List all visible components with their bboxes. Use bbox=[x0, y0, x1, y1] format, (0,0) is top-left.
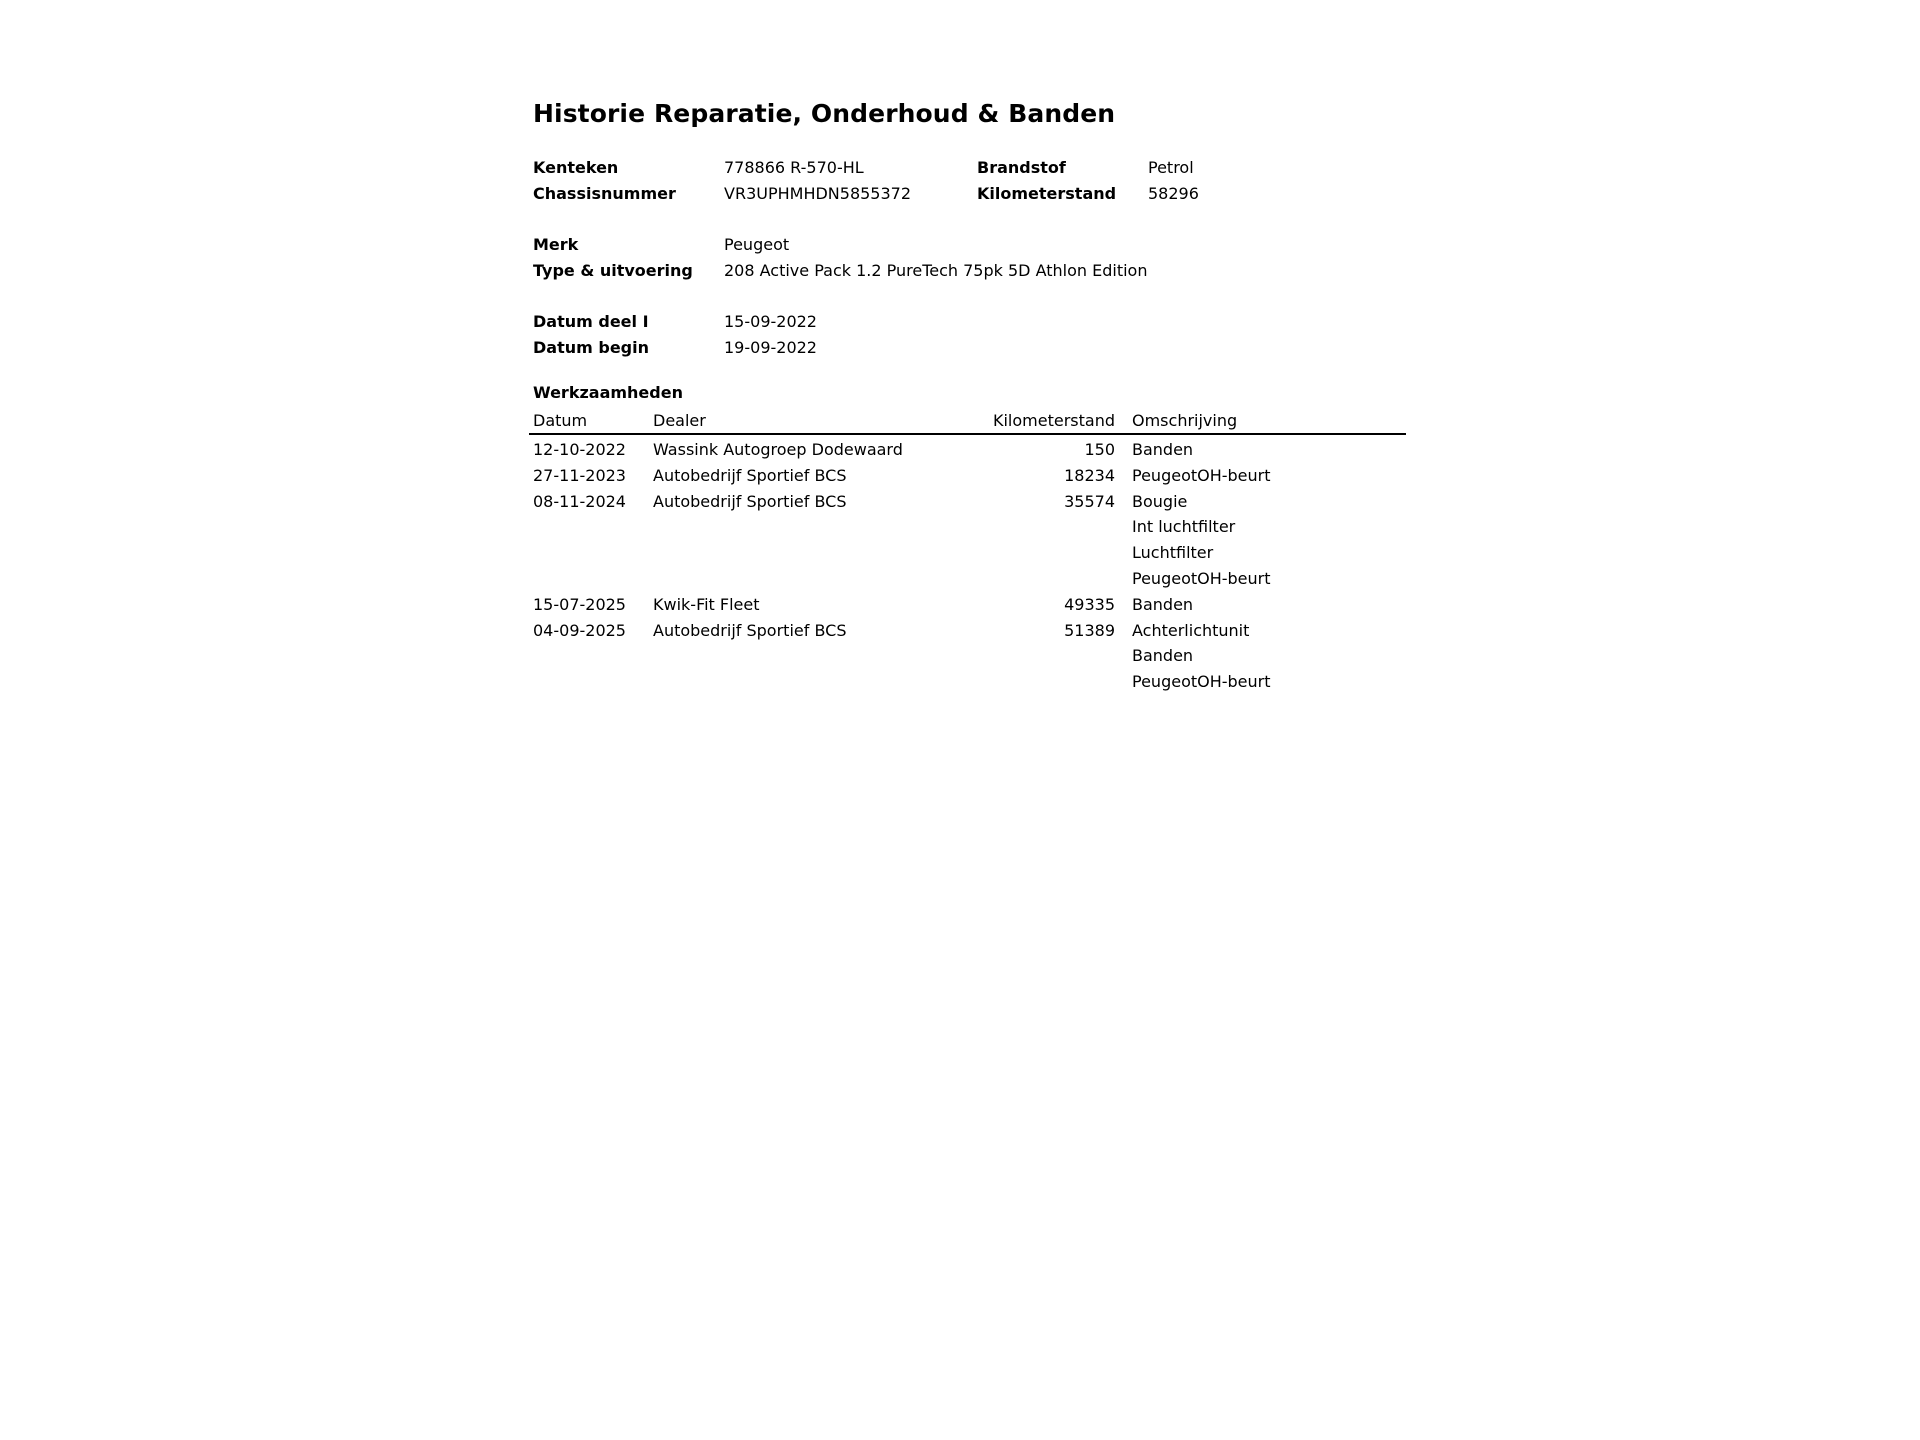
chassis-value: VR3UPHMHDN5855372 bbox=[724, 184, 912, 203]
kilometerstand-value: 58296 bbox=[1148, 184, 1199, 203]
row-dealer: Autobedrijf Sportief BCS bbox=[653, 491, 847, 511]
table-row bbox=[529, 463, 1406, 489]
info-row-datum-begin bbox=[533, 335, 1413, 361]
row-date: 15-07-2025 bbox=[533, 594, 626, 614]
info-row-kenteken bbox=[533, 155, 1413, 181]
brandstof-label: Brandstof bbox=[977, 158, 1066, 177]
row-km: 18234 bbox=[1064, 465, 1115, 485]
row-desc: Banden bbox=[1132, 594, 1194, 614]
row-desc: Banden bbox=[1132, 646, 1194, 666]
row-desc: PeugeotOH-beurt bbox=[1132, 672, 1271, 692]
row-desc: Luchtfilter bbox=[1132, 543, 1214, 563]
table-row bbox=[529, 643, 1406, 669]
type-label: Type & uitvoering bbox=[533, 261, 693, 280]
row-date: 27-11-2023 bbox=[533, 465, 626, 485]
row-desc: Bougie bbox=[1132, 491, 1188, 511]
datum-begin-value: 19-09-2022 bbox=[724, 338, 817, 357]
table-row bbox=[529, 514, 1406, 540]
row-desc: PeugeotOH-beurt bbox=[1132, 568, 1271, 588]
table-header bbox=[529, 410, 1406, 435]
chassis-label: Chassisnummer bbox=[533, 184, 676, 203]
table-row bbox=[529, 566, 1406, 592]
row-desc: Banden bbox=[1132, 440, 1194, 459]
header-km: Kilometerstand bbox=[992, 411, 1115, 430]
table-body bbox=[529, 435, 1406, 695]
row-date: 08-11-2024 bbox=[533, 491, 626, 511]
row-dealer: Wassink Autogroep Dodewaard bbox=[653, 440, 903, 459]
datum-begin-label: Datum begin bbox=[533, 338, 649, 357]
header-desc: Omschrijving bbox=[1132, 411, 1238, 430]
table-row bbox=[529, 592, 1406, 618]
row-dealer: Autobedrijf Sportief BCS bbox=[653, 465, 847, 485]
page-title: Historie Reparatie, Onderhoud & Banden bbox=[533, 99, 1116, 128]
table-row bbox=[529, 437, 1406, 463]
datum-deel-label: Datum deel I bbox=[533, 312, 649, 331]
kenteken-value: 778866 R-570-HL bbox=[724, 158, 864, 177]
table-row bbox=[529, 540, 1406, 566]
row-desc: Int luchtfilter bbox=[1132, 517, 1236, 537]
row-km: 49335 bbox=[1064, 594, 1115, 614]
row-dealer: Autobedrijf Sportief BCS bbox=[653, 620, 847, 640]
row-date: 12-10-2022 bbox=[533, 440, 626, 459]
section-title-werkzaamheden: Werkzaamheden bbox=[533, 383, 683, 402]
type-value: 208 Active Pack 1.2 PureTech 75pk 5D Athlon Edition bbox=[724, 261, 1148, 280]
info-row-type bbox=[533, 258, 1413, 284]
row-km: 51389 bbox=[1064, 620, 1115, 640]
header-dealer: Dealer bbox=[653, 411, 706, 430]
document bbox=[533, 96, 1413, 695]
header-date: Datum bbox=[533, 411, 588, 430]
row-km: 150 bbox=[1084, 440, 1115, 459]
row-km: 35574 bbox=[1064, 491, 1115, 511]
merk-label: Merk bbox=[533, 235, 579, 254]
merk-value: Peugeot bbox=[724, 235, 790, 254]
row-dealer: Kwik-Fit Fleet bbox=[653, 594, 760, 614]
table-row bbox=[529, 669, 1406, 695]
table-row bbox=[529, 618, 1406, 644]
row-desc: PeugeotOH-beurt bbox=[1132, 465, 1271, 485]
info-row-chassis bbox=[533, 181, 1413, 207]
work-table bbox=[529, 410, 1406, 695]
row-date: 04-09-2025 bbox=[533, 620, 626, 640]
info-row-datum-deel bbox=[533, 309, 1413, 335]
brandstof-value: Petrol bbox=[1148, 158, 1194, 177]
info-row-merk bbox=[533, 232, 1413, 258]
vehicle-info bbox=[533, 155, 1413, 361]
kenteken-label: Kenteken bbox=[533, 158, 619, 177]
row-desc: Achterlichtunit bbox=[1132, 620, 1250, 640]
datum-deel-value: 15-09-2022 bbox=[724, 312, 817, 331]
table-row bbox=[529, 489, 1406, 515]
kilometerstand-label: Kilometerstand bbox=[977, 184, 1117, 203]
